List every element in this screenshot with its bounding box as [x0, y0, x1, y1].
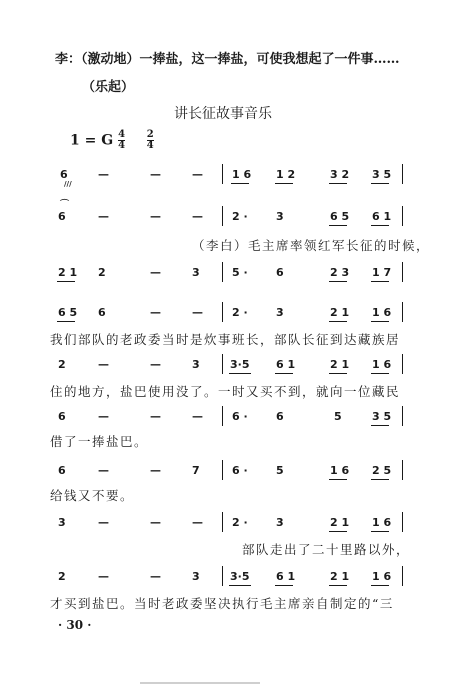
barline — [222, 164, 223, 184]
note: — — [150, 570, 161, 583]
grace-mark: /// — [64, 180, 72, 188]
note: 2 — [98, 266, 106, 279]
lyric-line: 部队走出了二十里路以外， — [242, 542, 411, 557]
note: — — [98, 210, 109, 223]
note: 2 — [58, 570, 66, 583]
barline — [402, 406, 403, 426]
barline — [222, 206, 223, 226]
note: 1 2 — [276, 168, 296, 181]
note: — — [98, 358, 109, 371]
note: 2 1 — [330, 516, 350, 529]
note: 2 3 — [330, 266, 350, 279]
note: — — [98, 410, 109, 423]
note: 6 1 — [372, 210, 392, 223]
note: 3 2 — [330, 168, 350, 181]
note: 1 6 — [372, 516, 392, 529]
note: 2 1 — [330, 306, 350, 319]
note: — — [98, 570, 109, 583]
note: 6 — [276, 410, 284, 423]
barline — [222, 406, 223, 426]
note: 6 · — [232, 464, 248, 477]
note: 6 — [98, 306, 106, 319]
note: 2 5 — [372, 464, 392, 477]
note: — — [150, 210, 161, 223]
note: — — [150, 306, 161, 319]
barline — [402, 566, 403, 586]
scan-residue — [140, 682, 260, 684]
barline — [222, 354, 223, 374]
barline — [402, 262, 403, 282]
note: 3 — [192, 358, 200, 371]
note: 2 · — [232, 210, 248, 223]
note: — — [98, 464, 109, 477]
barline — [402, 302, 403, 322]
note: 6 — [276, 266, 284, 279]
note: 1 6 — [330, 464, 350, 477]
time-signature-2-4: $\frac{2}{4}$ — [146, 129, 154, 151]
barline — [222, 262, 223, 282]
note: 3·5 — [230, 358, 250, 371]
note: 1 6 — [372, 358, 392, 371]
lyric-line: 住的地方，盐巴使用没了。一时又买不到，就向一位藏民 — [50, 384, 401, 399]
note: — — [150, 410, 161, 423]
note: 6 5 — [330, 210, 350, 223]
note: 3 — [192, 266, 200, 279]
note: 6 — [58, 210, 66, 223]
note: — — [192, 210, 203, 223]
barline — [402, 512, 403, 532]
barline — [222, 566, 223, 586]
lyric-line: 我们部队的老政委当时是炊事班长，部队长征到达藏族居 — [50, 332, 401, 347]
music-starts-cue: （乐起） — [82, 80, 135, 95]
time-signature-4-4: $\frac{4}{4}$ — [118, 129, 126, 151]
note: 1 6 — [372, 306, 392, 319]
barline — [222, 460, 223, 480]
note: 6 — [60, 168, 68, 181]
score-title: 讲长征故事音乐 — [174, 106, 272, 122]
note: 2 1 — [330, 570, 350, 583]
note: 6 5 — [58, 306, 78, 319]
note: 2 · — [232, 516, 248, 529]
note: — — [150, 266, 161, 279]
note: — — [150, 516, 161, 529]
intro-dialogue: 李：（激动地）一捧盐，这一捧盐，可使我想起了一件事…… — [55, 52, 400, 67]
lyric-line: （李白）毛主席率领红军长征的时候， — [192, 238, 431, 253]
note: 3 — [192, 570, 200, 583]
barline — [402, 460, 403, 480]
lyric-line: 才买到盐巴。当时老政委坚决执行毛主席亲自制定的“三 — [50, 596, 394, 611]
note: 6 · — [232, 410, 248, 423]
lyric-line: 给钱又不要。 — [50, 488, 135, 503]
note: 3 — [276, 306, 284, 319]
note: — — [150, 464, 161, 477]
lyric-line: 借了一捧盐巴。 — [50, 434, 149, 449]
note: 3 — [58, 516, 66, 529]
note: — — [98, 168, 109, 181]
page-number: · 30 · — [58, 618, 92, 632]
note: — — [98, 516, 109, 529]
note: 5 — [334, 410, 342, 423]
note: 3 — [276, 516, 284, 529]
note: 2 1 — [330, 358, 350, 371]
note: 3·5 — [230, 570, 250, 583]
fermata-icon: ⌒ — [60, 200, 70, 210]
note: 7 — [192, 464, 200, 477]
note: 3 5 — [372, 168, 392, 181]
key-signature — [70, 130, 154, 151]
note: 5 · — [232, 266, 248, 279]
note: — — [150, 168, 161, 181]
note: — — [192, 168, 203, 181]
note: 2 · — [232, 306, 248, 319]
note: 1 6 — [372, 570, 392, 583]
note: 3 — [276, 210, 284, 223]
note: 6 — [58, 464, 66, 477]
note: 6 1 — [276, 570, 296, 583]
note: 1 7 — [372, 266, 392, 279]
note: 2 1 — [58, 266, 78, 279]
note: 2 — [58, 358, 66, 371]
note: 6 — [58, 410, 66, 423]
note: — — [192, 306, 203, 319]
barline — [222, 302, 223, 322]
note: — — [192, 516, 203, 529]
note: 3 5 — [372, 410, 392, 423]
barline — [222, 512, 223, 532]
note: — — [192, 410, 203, 423]
note: 1 6 — [232, 168, 252, 181]
note: — — [150, 358, 161, 371]
note: 6 1 — [276, 358, 296, 371]
barline — [402, 354, 403, 374]
note: 5 — [276, 464, 284, 477]
barline — [402, 206, 403, 226]
key-label: 1 = G — [70, 132, 114, 149]
barline — [402, 164, 403, 184]
